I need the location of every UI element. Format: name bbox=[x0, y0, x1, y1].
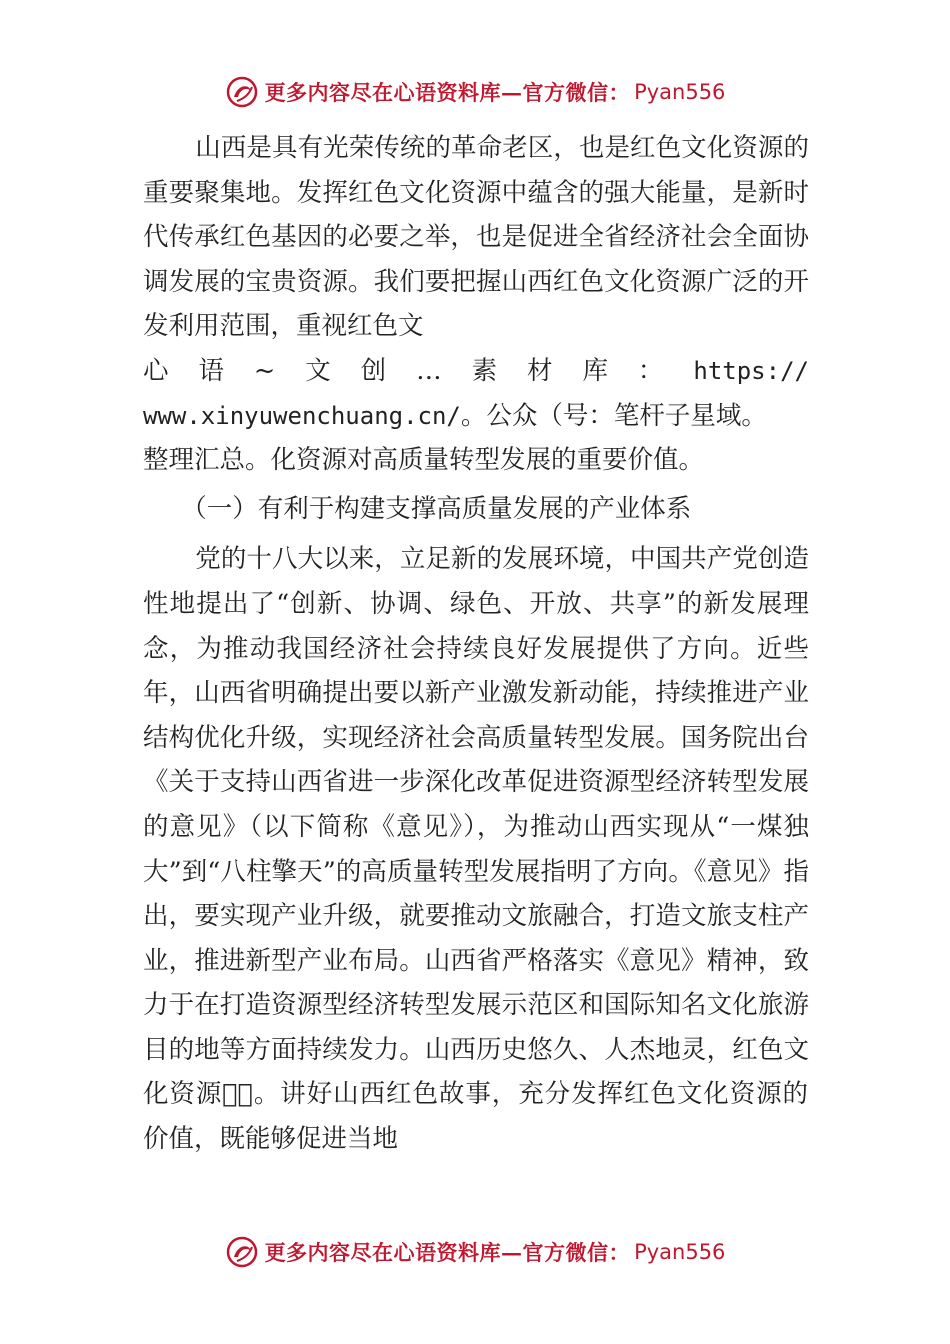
banner-wechat-id: Pyan556 bbox=[634, 1240, 726, 1264]
header-banner bbox=[0, 72, 950, 112]
banner-wechat-id: Pyan556 bbox=[634, 80, 726, 104]
swirl-logo-icon bbox=[225, 75, 259, 109]
banner-text: 更多内容尽在心语资料库—官方微信： bbox=[264, 80, 631, 105]
watermark-tail-text: 。公众（号：笔杆子星域。 bbox=[460, 400, 767, 431]
watermark-char: … bbox=[416, 355, 442, 386]
watermark-char: 语 bbox=[198, 355, 224, 386]
paragraph-intro: 山西是具有光荣传统的革命老区，也是红色文化资源的重要聚集地。发挥红色文化资源中蕴含的强大能量，是新时代传承红色基因的必要之举，也是促进全省经济社会全面协调发展的宝贵资源。我们要把握山西红色文化资源广泛的开发利用范围，重视红色文 bbox=[143, 133, 809, 342]
watermark-char: 创 bbox=[360, 355, 387, 386]
watermark-url: www.xinyuwenchuang.cn/ bbox=[143, 401, 461, 430]
watermark-char: 材 bbox=[527, 355, 553, 386]
document-body bbox=[143, 126, 809, 1162]
watermark-tail-line bbox=[143, 394, 809, 439]
watermark-url-prefix: https:// bbox=[693, 356, 809, 385]
footer-banner bbox=[0, 1232, 950, 1272]
watermark-char: ~ bbox=[253, 355, 276, 386]
watermark-line bbox=[143, 349, 809, 394]
watermark-char: ： bbox=[637, 355, 664, 386]
paragraph-intro-end: 整理汇总。化资源对高质量转型发展的重要价值。 bbox=[143, 445, 705, 476]
watermark-char: 文 bbox=[305, 355, 331, 386]
paragraph-body: 党的十八大以来，立足新的发展环境，中国共产党创造性地提出了“创新、协调、绿色、开放、共享”的新发展理念，为推动我国经济社会持续良好发展提供了方向。近些年，山西省明确提出要以新产业激发新动能，持续推进产业结构优化升级，实现经济社会高质量转型发展。国务院出台《关于支持山西省进一步深化改革促进资源型经济转型发展的意见》（以下简称《意见》），为推动山西实现从“一煤独大”到“八柱擎天”的高质量转型发展指明了方向。《意见》指出，要实现产业升级，就要推动文旅融合，打造文旅支柱产业，推进新型产业布局。山西省严格落实《意见》精神，致力于在打造资源型经济转型发展示范区和国际知名文化旅游目的地等方面持续发力。山西历史悠久、人杰地灵，红色文化资源丰᪶。讲好山西红色故事，充分发挥红色文化资源的价值，既能够促进当地 bbox=[143, 544, 809, 1155]
swirl-logo-icon bbox=[225, 1235, 259, 1269]
watermark-char: 心 bbox=[143, 355, 169, 386]
watermark-char: 素 bbox=[471, 355, 498, 386]
watermark-char: 库 bbox=[582, 355, 608, 386]
banner-text: 更多内容尽在心语资料库—官方微信： bbox=[264, 1240, 631, 1265]
section-heading: （一）有利于构建支撑高质量发展的产业体系 bbox=[181, 493, 692, 524]
